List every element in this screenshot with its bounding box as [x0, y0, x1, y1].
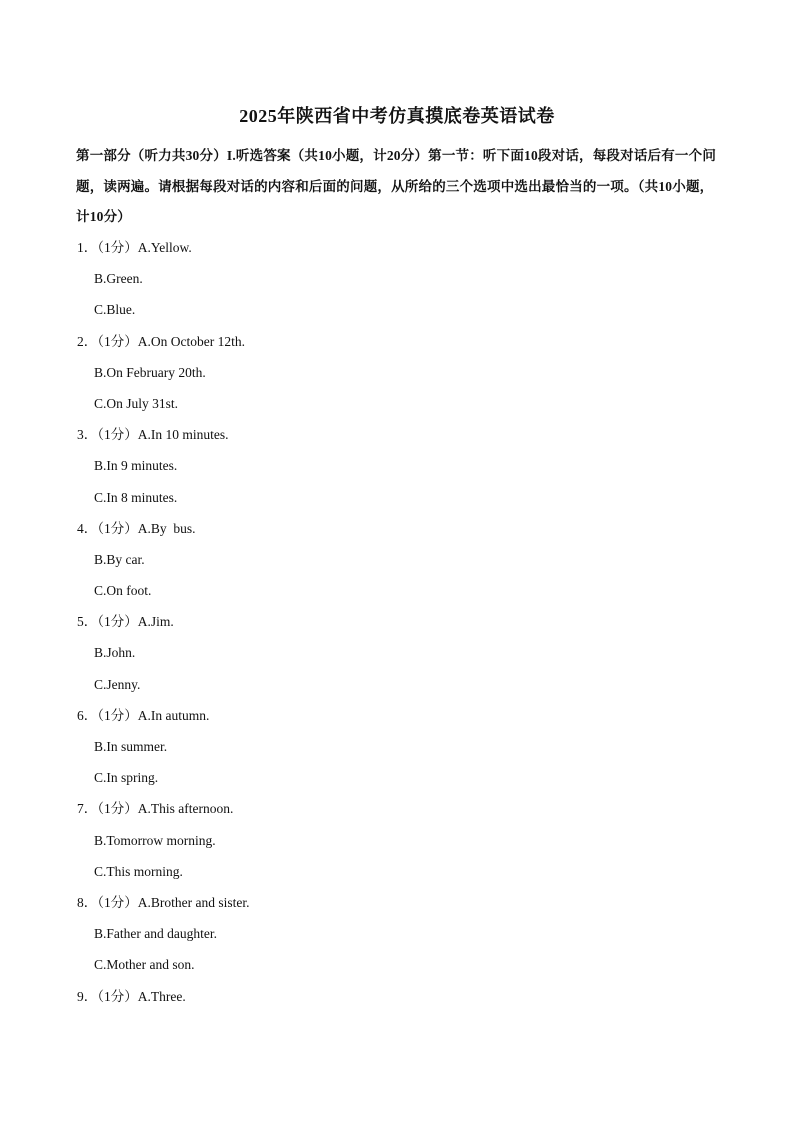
question-stem: [77, 606, 717, 637]
option-c: C.On July 31st.: [94, 395, 179, 411]
question-7: [77, 793, 717, 887]
question-number: 4．: [77, 520, 98, 536]
option-a: A.In autumn.: [137, 707, 210, 723]
question-score: （1分）: [97, 894, 138, 910]
option-b: B.On February 20th.: [94, 364, 206, 380]
question-4: [77, 513, 717, 607]
question-stem: [77, 981, 717, 1012]
question-2: [77, 326, 717, 420]
option-a: A.In 10 minutes.: [137, 427, 229, 443]
option-a: A.This afternoon.: [137, 801, 234, 817]
exam-title: 2025年陕西省中考仿真摸底卷英语试卷: [239, 106, 555, 126]
option-a: A.Three.: [137, 988, 186, 1004]
question-stem: [77, 419, 717, 450]
question-number: 5．: [77, 614, 98, 630]
question-3: [77, 419, 717, 513]
option-b: B.John.: [94, 645, 136, 661]
question-score: （1分）: [97, 707, 138, 723]
question-score: （1分）: [97, 614, 138, 630]
question-score: （1分）: [97, 240, 138, 255]
question-number: 3．: [77, 427, 98, 443]
question-8: [77, 887, 717, 981]
question-1: [77, 232, 717, 326]
section-instructions: 第一部分（听力共30分）I.听选答案（共10小题，计20分）第一节：听下面10段对话，每段对话后有一个问题，读两遍。请根据每段对话的内容和后面的问题，从所给的三个选项中选出最恰当的一项。（共10小题，计10分）: [76, 148, 717, 224]
option-b: B.By car.: [94, 551, 145, 567]
question-number: 9．: [77, 988, 98, 1004]
option-b: B.In summer.: [94, 739, 168, 754]
question-stem: [77, 887, 717, 918]
question-5: [77, 606, 717, 700]
question-score: （1分）: [97, 333, 138, 349]
question-list: [77, 232, 717, 1012]
option-c: C.This morning.: [94, 863, 183, 879]
question-number: 8．: [77, 894, 98, 910]
question-number: 1．: [77, 240, 98, 255]
option-c: C.In spring.: [94, 770, 159, 786]
question-stem: [77, 232, 717, 263]
option-a: A.Yellow.: [137, 240, 192, 255]
question-number: 6．: [77, 707, 98, 723]
option-c: C.In 8 minutes.: [94, 489, 178, 505]
question-stem: [77, 513, 717, 544]
option-a: A.Jim.: [137, 614, 174, 630]
question-score: （1分）: [97, 427, 138, 443]
option-c: C.On foot.: [94, 583, 152, 599]
option-a: A.On October 12th.: [137, 333, 245, 349]
question-score: （1分）: [97, 801, 138, 817]
question-stem: [77, 700, 717, 731]
question-score: （1分）: [97, 988, 138, 1004]
option-b: B.Tomorrow morning.: [94, 832, 216, 848]
option-a: A.Brother and sister.: [137, 894, 250, 910]
option-c: C.Jenny.: [94, 676, 141, 692]
option-c: C.Blue.: [94, 302, 136, 318]
option-c: C.Mother and son.: [94, 957, 195, 973]
question-6: [77, 700, 717, 794]
question-stem: [77, 326, 717, 357]
option-b: B.Green.: [94, 271, 143, 287]
question-score: （1分）: [97, 520, 138, 536]
question-stem: [77, 793, 717, 824]
option-b: B.In 9 minutes.: [94, 458, 178, 474]
option-b: B.Father and daughter.: [94, 926, 217, 942]
option-a: A.By bus.: [137, 520, 196, 536]
question-9: [77, 981, 717, 1012]
question-number: 2．: [77, 333, 98, 349]
question-number: 7．: [77, 801, 98, 817]
